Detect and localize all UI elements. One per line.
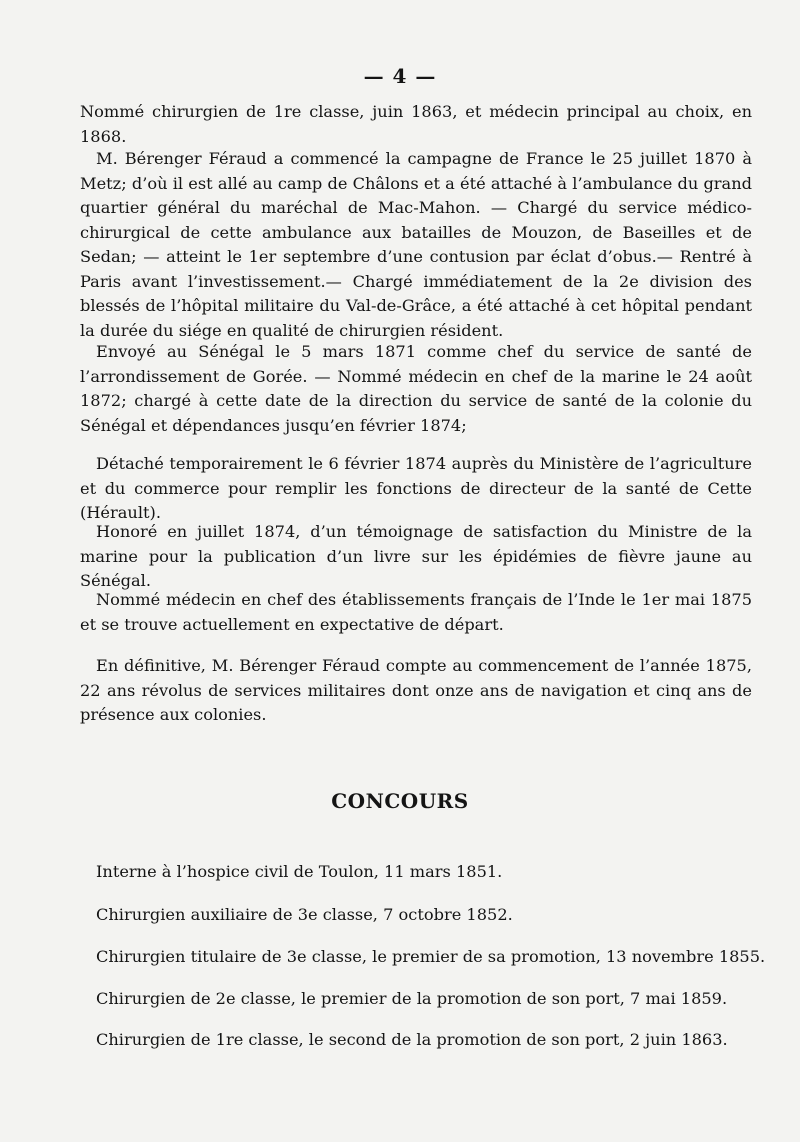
paragraph-nomination: Nommé chirurgien de 1re classe, juin 1863, et médecin principal au choix, en 1868. — [80, 102, 752, 146]
concours-heading: CONCOURS — [331, 789, 469, 813]
paragraph-honor: Honoré en juillet 1874, d’un témoignage de satisfaction du Ministre de la marine pour la publication d’un livre sur les épidémies de fièvre jaune au Sénégal. — [80, 522, 752, 590]
paragraph-campaign: M. Bérenger Féraud a commencé la campagne de France le 25 juillet 1870 à Metz; d’où il est allé au camp de Châlons et a été attaché à l’ambulance du grand quartier général du maréchal de Mac-Mahon. — Chargé du service médico-chirurgical de cette ambulance aux batailles de Mouzon, de Baseilles et de Sedan; — atteint le 1er septembre d’une contusion par éclat d’obus.— Rentré à Paris avant l’investissement.— Chargé immédiatement de la 2e division des blessés de l’hôpital militaire du Val-de-Grâce, a été attaché à cet hôpital pendant la durée du siége en qualité de chirurgien résident. — [80, 149, 752, 340]
page-number: — 4 — — [363, 64, 437, 88]
paragraph-senegal: Envoyé au Sénégal le 5 mars 1871 comme chef du service de santé de l’arrondissement de Gorée. — Nommé médecin en chef de la marine le 24 août 1872; chargé à cette date de la direction du service de santé de la colonie du Sénégal et dépendances jusqu’en février 1874; — [80, 342, 752, 435]
concours-entry: Chirurgien de 1re classe, le second de la promotion de son port, 2 juin 1863. — [96, 1030, 728, 1049]
paragraph-summary: En définitive, M. Bérenger Féraud compte au commencement de l’année 1875, 22 ans révolus de services militaires dont onze ans de navigation et cinq ans de présence aux colonies. — [80, 656, 752, 724]
concours-entry: Interne à l’hospice civil de Toulon, 11 mars 1851. — [96, 862, 503, 881]
paragraph-detachment: Détaché temporairement le 6 février 1874 auprès du Ministère de l’agriculture et du commerce pour remplir les fonctions de directeur de la santé de Cette (Hérault). — [80, 454, 752, 522]
concours-entry: Chirurgien titulaire de 3e classe, le premier de sa promotion, 13 novembre 1855. — [96, 947, 766, 966]
concours-entry: Chirurgien auxiliaire de 3e classe, 7 octobre 1852. — [96, 905, 513, 924]
concours-entry: Chirurgien de 2e classe, le premier de la promotion de son port, 7 mai 1859. — [96, 989, 728, 1008]
paragraph-inde: Nommé médecin en chef des établissements français de l’Inde le 1er mai 1875 et se trouve actuellement en expectative de départ. — [80, 590, 752, 634]
